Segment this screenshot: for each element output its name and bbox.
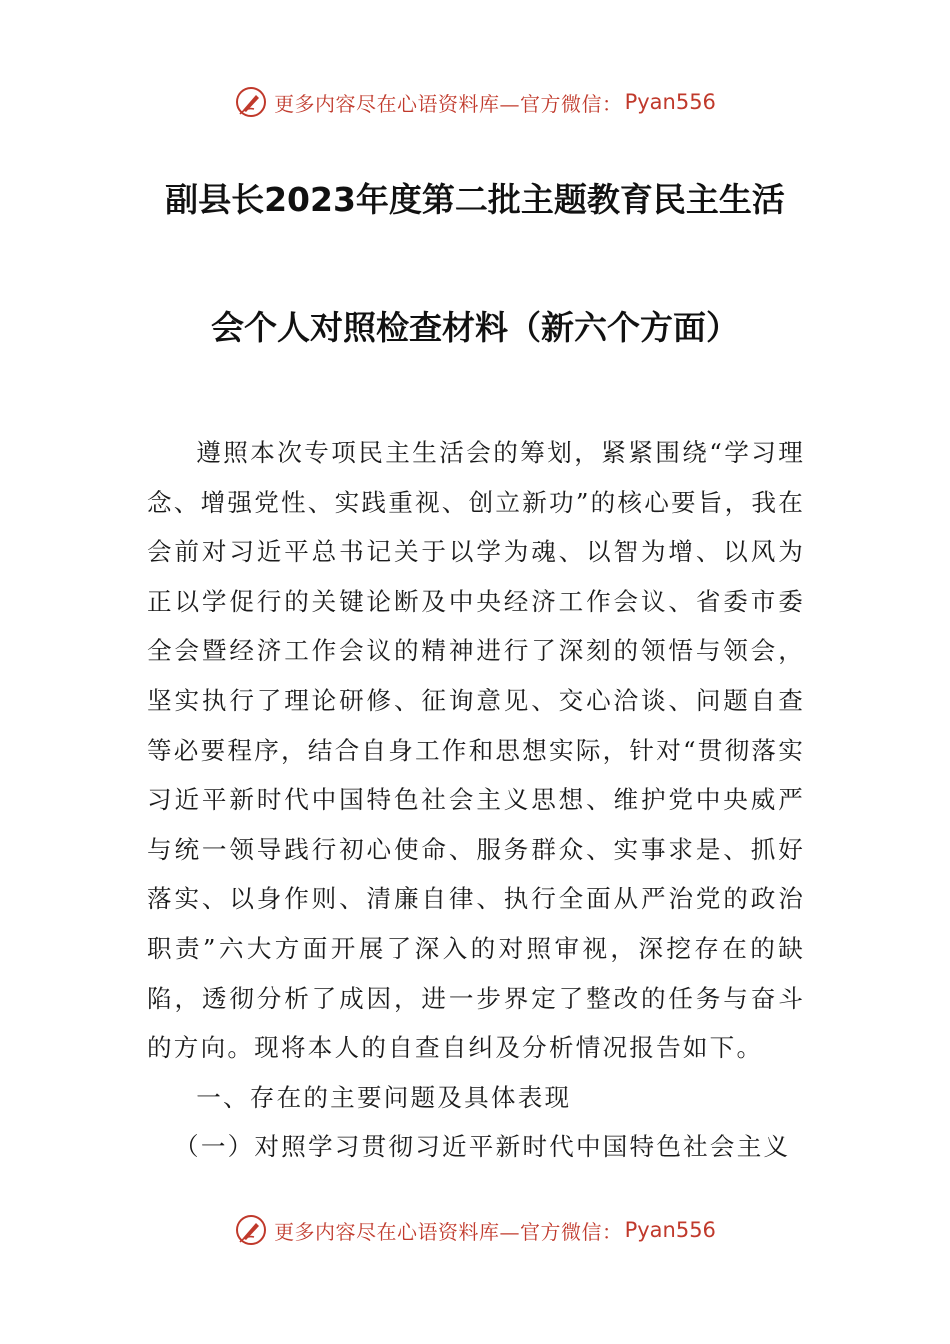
- document-title-line1: 副县长2023年度第二批主题教育民主生活: [165, 180, 785, 219]
- intro-paragraph: 遵照本次专项民主生活会的筹划，紧紧围绕“学习理念、增强党性、实践重视、创立新功”的核心要旨，我在会前对习近平总书记关于以学为魂、以智为增、以风为正以学促行的关键论断及中央经济工作会议、省委市委全会暨经济工作会议的精神进行了深刻的领悟与领会，坚实执行了理论研修、征询意见、交心洽谈、问题自查等必要程序，结合自身工作和思想实际，针对“贯彻落实习近平新时代中国特色社会主义思想、维护党中央威严与统一领导践行初心使命、服务群众、实事求是、抓好落实、以身作则、清廉自律、执行全面从严治党的政治职责”六大方面开展了深入的对照审视，深挖存在的缺陷，透彻分析了成因，进一步界定了整改的任务与奋斗的方向。现将本人的自查自纠及分析情况报告如下。: [147, 438, 805, 1063]
- watermark-text: 更多内容尽在心语资料库—官方微信：: [274, 1219, 623, 1244]
- pen-logo-icon: [234, 1213, 268, 1247]
- pen-logo-icon: [234, 85, 268, 119]
- footer-watermark: [0, 1210, 950, 1250]
- header-watermark: [0, 82, 950, 122]
- watermark-id: Pyan556: [624, 90, 716, 114]
- watermark-text: 更多内容尽在心语资料库—官方微信：: [274, 91, 623, 116]
- document-title-line2: 会个人对照检查材料（新六个方面）: [211, 308, 739, 347]
- document-body: [147, 428, 805, 1172]
- watermark-id: Pyan556: [624, 1218, 716, 1242]
- section-heading: 一、存在的主要问题及具体表现: [196, 1082, 572, 1112]
- subsection-heading: （一）对照学习贯彻习近平新时代中国特色社会主义: [174, 1132, 791, 1162]
